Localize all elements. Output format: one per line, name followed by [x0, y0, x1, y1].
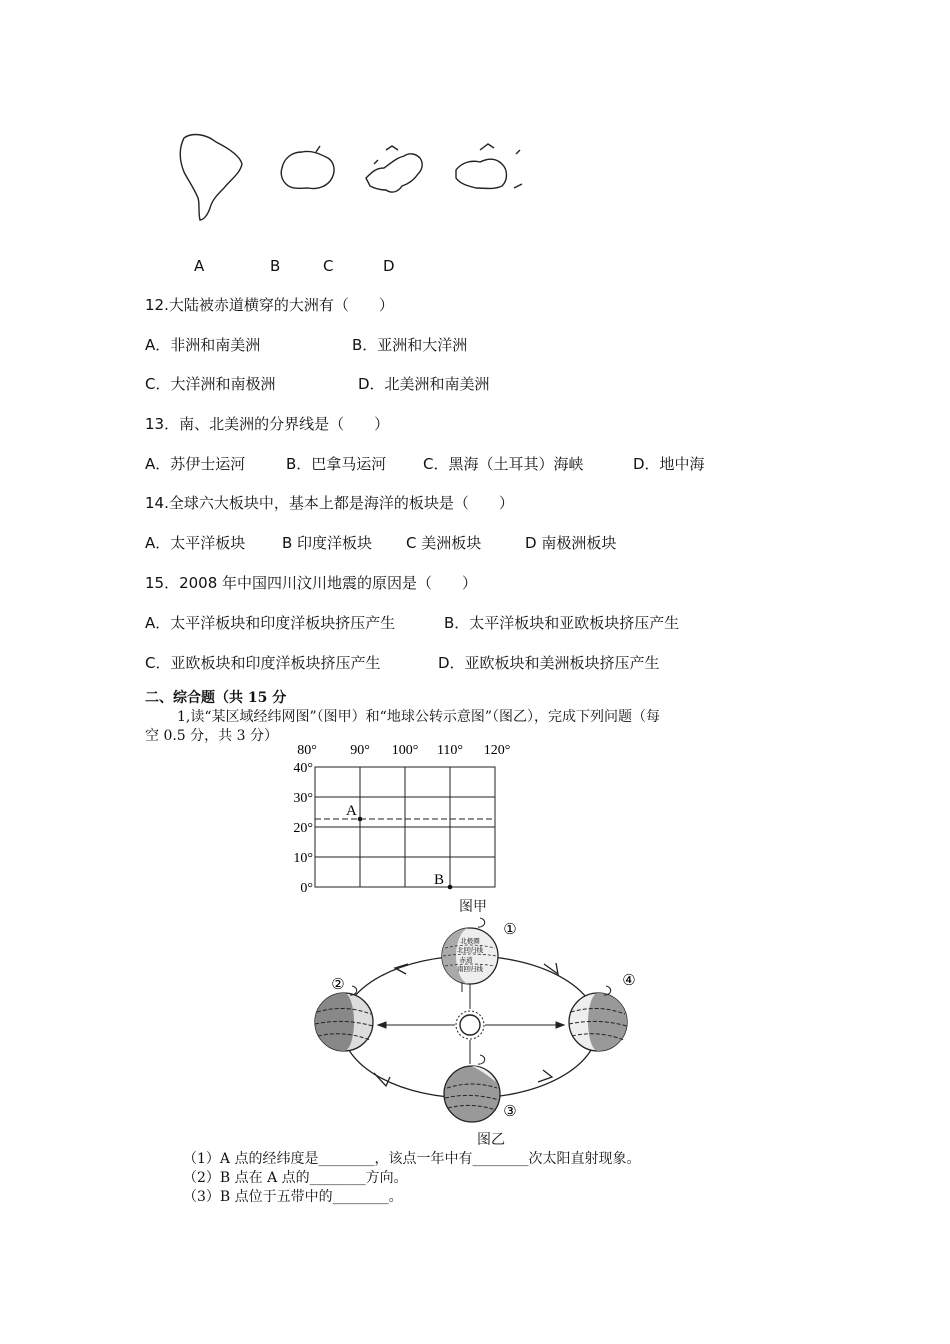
figure-yi-revolution	[300, 912, 645, 1140]
globe-1	[442, 918, 517, 992]
option-15c: C．亚欧板块和印度洋板块挤压产生	[145, 654, 381, 672]
longitude-label: 110°	[436, 743, 464, 758]
longitude-label: 120°	[483, 743, 511, 758]
latitude-label: 40°	[293, 761, 313, 776]
option-12b: B．亚洲和大洋洲	[352, 336, 468, 354]
option-12a: A．非洲和南美洲	[145, 336, 261, 354]
south-america-outline	[180, 135, 242, 220]
question-12-stem: 12.大陆被赤道横穿的大洲有（ ）	[145, 296, 394, 314]
figure-jia-grid	[280, 738, 540, 916]
option-13c: C．黑海（土耳其）海峡	[423, 455, 584, 473]
continent-label-a: A	[194, 257, 205, 275]
latitude-label: 10°	[293, 851, 313, 866]
position-label: ④	[622, 973, 636, 989]
position-label: ①	[503, 922, 517, 938]
latitude-label: 0°	[300, 881, 313, 896]
continent-outlines	[170, 128, 540, 228]
point-b-label: B	[434, 872, 445, 888]
rotation-arrow-icon	[478, 918, 485, 927]
option-12d: D．北美洲和南美洲	[358, 375, 490, 393]
continent-label-c: C	[323, 257, 334, 275]
sub-question-1: （1）A 点的经纬度是________，该点一年中有________次太阳直射现象。	[183, 1151, 641, 1167]
figure-yi-caption: 图乙	[477, 1132, 505, 1148]
point-a-dot	[358, 817, 363, 822]
latitude-label: 30°	[293, 791, 313, 806]
longitude-label: 80°	[297, 743, 317, 758]
rotation-arrow-icon	[478, 1055, 485, 1064]
option-14b: B 印度洋板块	[282, 534, 373, 552]
globe-label: 北极圈	[460, 938, 480, 945]
globe-4	[569, 973, 636, 1051]
section-2-intro-line-1: 1,读“某区域经纬网图”（图甲）和“地球公转示意图”（图乙），完成下列问题（每	[177, 709, 660, 725]
section-2-intro-line-2: 空 0.5 分，共 3 分）	[145, 728, 278, 744]
point-b-dot	[448, 885, 453, 890]
option-15b: B．太平洋板块和亚欧板块挤压产生	[444, 614, 680, 632]
question-15-stem: 15．2008 年中国四川汶川地震的原因是（ ）	[145, 574, 478, 592]
continent-label-b: B	[270, 257, 281, 275]
oceania-outline	[456, 144, 522, 189]
option-13d: D．地中海	[633, 455, 705, 473]
latitude-label: 20°	[293, 821, 313, 836]
question-14-stem: 14.全球六大板块中，基本上都是海洋的板块是（ ）	[145, 494, 514, 512]
question-13-stem: 13．南、北美洲的分界线是（ ）	[145, 415, 390, 433]
sub-question-3: （3）B 点位于五带中的________。	[183, 1189, 403, 1205]
orbit-arrow	[538, 1070, 552, 1082]
position-label: ②	[331, 977, 345, 993]
europe-outline	[366, 146, 422, 192]
option-15d: D．亚欧板块和美洲板块挤压产生	[438, 654, 660, 672]
sun-icon	[456, 1011, 484, 1039]
globe-2	[315, 977, 373, 1051]
continent-label-d: D	[383, 257, 395, 275]
figure-jia-caption: 图甲	[459, 899, 487, 915]
option-14a: A．太平洋板块	[145, 534, 246, 552]
option-15a: A．太平洋板块和印度洋板块挤压产生	[145, 614, 396, 632]
position-label: ③	[503, 1104, 517, 1120]
sub-question-2: （2）B 点在 A 点的________方向。	[183, 1170, 408, 1186]
globe-label: 北回归线	[457, 947, 483, 954]
longitude-label: 90°	[350, 743, 370, 758]
point-a-label: A	[346, 803, 357, 819]
option-13a: A．苏伊士运河	[145, 455, 246, 473]
globe-label: 南回归线	[457, 966, 483, 973]
antarctica-outline	[281, 146, 334, 189]
section-2-title: 二、综合题（共 15 分	[145, 690, 287, 706]
option-14c: C 美洲板块	[406, 534, 482, 552]
globe-3	[444, 1055, 517, 1122]
orbit-arrow	[374, 1073, 390, 1086]
option-14d: D 南极洲板块	[525, 534, 617, 552]
longitude-label: 100°	[391, 743, 419, 758]
globe-label: 赤道	[459, 957, 473, 964]
option-12c: C．大洋洲和南极洲	[145, 375, 276, 393]
option-13b: B．巴拿马运河	[286, 455, 387, 473]
